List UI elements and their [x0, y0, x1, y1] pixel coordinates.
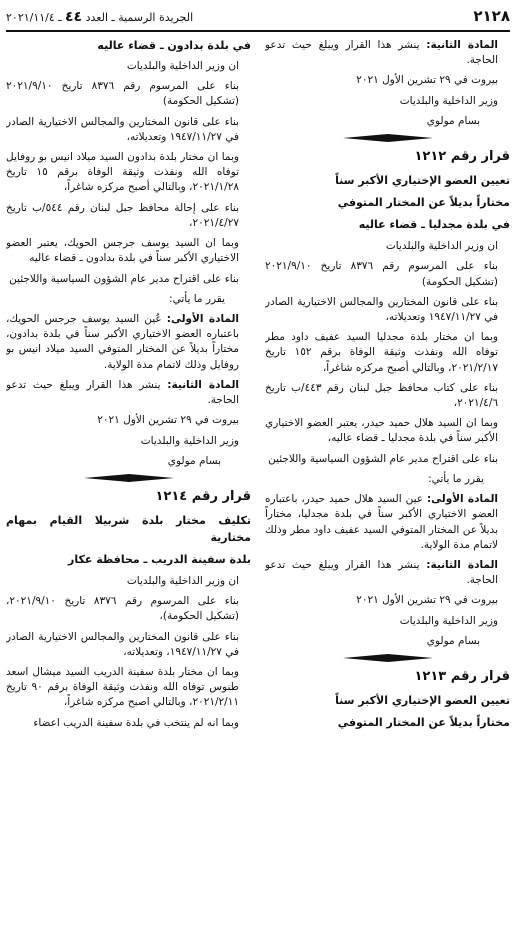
minister-title: وزير الداخلية والبلديات [399, 94, 498, 107]
article-text: عين السيد هلال حميد حيدر، باعتباره العضو الاختياري الأكبر سناً في بلدة مجدليا، مختاراً بديلاً عن المختار المتوفي السيد عفيف داود مطر وذلك لاتمام مدة الولاية. [265, 493, 498, 551]
decree-paragraph: بناء على كتاب محافظ جبل لبنان رقم ٤٤٣/ب تاريخ ٢٠٢١/٤/٦، [265, 381, 498, 410]
issue-number: ٤٤ [65, 8, 83, 25]
decree-paragraph: بناء على المرسوم رقم ٨٣٧٦ تاريخ ٢٠٢١/٩/١٠ (تشكيل الحكومة) [6, 80, 239, 108]
article-text: عُين السيد يوسف جرجس الحويك، باعتباره العضو الاختياري الأكبر سناً في بلدة بدادون، مختاراً بديلاً عن المختار المتوفي السيد ميلاد انيس بو روفايل وذلك لاتمام مدة الولاية. [6, 313, 239, 371]
decree-paragraph: بناء على إحالة محافظ جبل لبنان رقم ٥٤٤/ب تاريخ ٢٠٢١/٤/٢٧، [6, 201, 240, 229]
article-label: المادة الثانية: [426, 39, 498, 51]
decides-line: يقرر ما يأتي: [169, 292, 225, 305]
decree-paragraph: بناء على اقتراح مدير عام الشؤون السياسية واللاجئين [9, 272, 239, 285]
decree-heading: في بلدة بدادون ـ قضاء عاليه [97, 39, 251, 52]
decree-paragraph: بناء على المرسوم رقم ٨٣٧٦ تاريخ ٢٠٢١/٩/١٠، (تشكيل الحكومة)، [6, 595, 239, 623]
section-divider [265, 654, 510, 662]
decree-paragraph: ان وزير الداخلية والبلديات [126, 574, 239, 587]
minister-signature: بسام مولوي [426, 634, 480, 647]
decree-date: بيروت في ٢٩ تشرين الأول ٢٠٢١ [356, 74, 498, 87]
decree-title-line: مختاراً بديلاً عن المختار المتوفي [337, 716, 510, 729]
minister-signature: بسام مولوي [426, 114, 480, 127]
article-1-paragraph [265, 492, 510, 553]
decree-paragraph: ان وزير الداخلية والبلديات [385, 240, 498, 253]
decree-number-1212: قرار رقم ١٢١٢ [414, 149, 510, 165]
decree-title-line: تعيين العضو الإختياري الأكبر سناً [335, 693, 510, 707]
decree-paragraph: بناء على المرسوم رقم ٨٣٧٦ تاريخ ٢٠٢١/٩/١٠ (تشكيل الحكومة) [265, 260, 498, 288]
left-column [6, 38, 251, 930]
article-text: ينشر هذا القرار ويبلغ حيث تدعو الحاجة. [265, 39, 498, 67]
article-text: ينشر هذا القرار ويبلغ حيث تدعو الحاجة. [6, 378, 239, 407]
article-label: المادة الأولى: [426, 493, 498, 506]
decree-paragraph: بناء على قانون المختارين والمجالس الاختيارية الصادر في ١٩٤٧/١١/٢٧ وتعديلاته، [6, 115, 239, 143]
decree-paragraph: وبما ان السيد يوسف جرجس الحويك، يعتبر العضو الاختياري الأكبر سناً في بلدة بدادون ـ قضاء عاليه [6, 237, 239, 265]
issue-date: ـ ٢٠٢١/١١/٤ [6, 10, 62, 24]
article-label: المادة الثانية: [167, 378, 239, 391]
decree-title-line: في بلدة مجدليا ـ قضاء عاليه [358, 218, 510, 232]
minister-title: وزير الداخلية والبلديات [140, 434, 239, 447]
gazette-name: الجريدة الرسمية ـ العدد [85, 10, 194, 24]
decree-paragraph: بناء على اقتراح مدير عام الشؤون السياسية واللاجئين [268, 452, 498, 465]
article-1-paragraph [6, 312, 251, 373]
right-column [265, 38, 510, 930]
page-columns [6, 38, 510, 930]
section-divider [6, 474, 251, 482]
decree-number-1213: قرار رقم ١٢١٣ [414, 669, 510, 685]
decree-paragraph: ان وزير الداخلية والبلديات [126, 59, 239, 72]
section-divider [265, 134, 510, 142]
article-2-paragraph [265, 558, 510, 588]
decree-date: بيروت في ٢٩ تشرين الأول ٢٠٢١ [356, 594, 498, 607]
page-number: ٢١٢٨ [473, 7, 510, 26]
decree-title-line: بلدة سفينة الدريب ـ محافظة عكار [68, 552, 251, 566]
minister-signature: بسام مولوي [167, 454, 221, 467]
decree-title-line: تعيين العضو الإختياري الأكبر سناً [335, 173, 510, 187]
decree-date: بيروت في ٢٩ تشرين الأول ٢٠٢١ [97, 414, 239, 427]
minister-title: وزير الداخلية والبلديات [399, 614, 498, 627]
decree-paragraph: وبما ان مختار بلدة مجدليا السيد عفيف داود مطر توفاه الله ونفذت وثيقة الوفاة برقم ١٥٢ تاريخ ٢٠٢١/٢/١٧، وبالتالي أصبح مركزه شاغراً، [265, 331, 498, 374]
decree-paragraph: وبما ان السيد هلال حميد حيدر، يعتبر العضو الاختياري الأكبر سناً في بلدة مجدليا ـ قضاء عاليه، [265, 417, 498, 445]
decree-paragraph: بناء على قانون المختارين والمجالس الاختيارية الصادر في ١٩٤٧/١١/٢٧ وتعديلاته، [265, 295, 498, 323]
article-2-paragraph [6, 378, 251, 408]
page-header [6, 8, 510, 32]
article-2-paragraph [265, 38, 510, 68]
decree-title-line: مختاراً بديلاً عن المختار المتوفي [337, 195, 510, 209]
gazette-title [6, 7, 193, 30]
decree-paragraph: وبما ان مختار بلدة بدادون السيد ميلاد انيس بو روفايل توفاه الله ونفذت وثيقة الوفاة برقم ١٥ تاريخ ٢٠٢١/١/٢٨، وبالتالي أصبح مركزه شاغراً، [6, 151, 239, 194]
article-label: المادة الثانية: [426, 559, 498, 572]
decree-title-line: تكليف مختار بلدة شربيلا القيام بمهام مختارية [6, 513, 251, 544]
decree-paragraph: بناء على قانون المختارين والمجالس الاختيارية الصادر في ١٩٤٧/١١/٢٧، وتعديلاته، [6, 630, 239, 658]
decides-line: يقرر ما يأتي: [428, 472, 484, 485]
decree-number-1214: قرار رقم ١٢١٤ [155, 488, 251, 504]
article-label: المادة الأولى: [166, 313, 239, 325]
decree-paragraph: وبما انه لم ينتخب في بلدة سفينة الدريب اعضاء [33, 716, 239, 729]
article-text: ينشر هذا القرار ويبلغ حيث تدعو الحاجة. [265, 559, 498, 587]
decree-paragraph: وبما ان مختار بلدة سفينة الدريب السيد ميشال اسعد طنوس توفاه الله ونفذت وثيقة الوفاة برقم ٩٠ تاريخ ٢٠٢١/٢/١١، وبالتالي اصبح مركزه شاغراً، [6, 666, 239, 709]
